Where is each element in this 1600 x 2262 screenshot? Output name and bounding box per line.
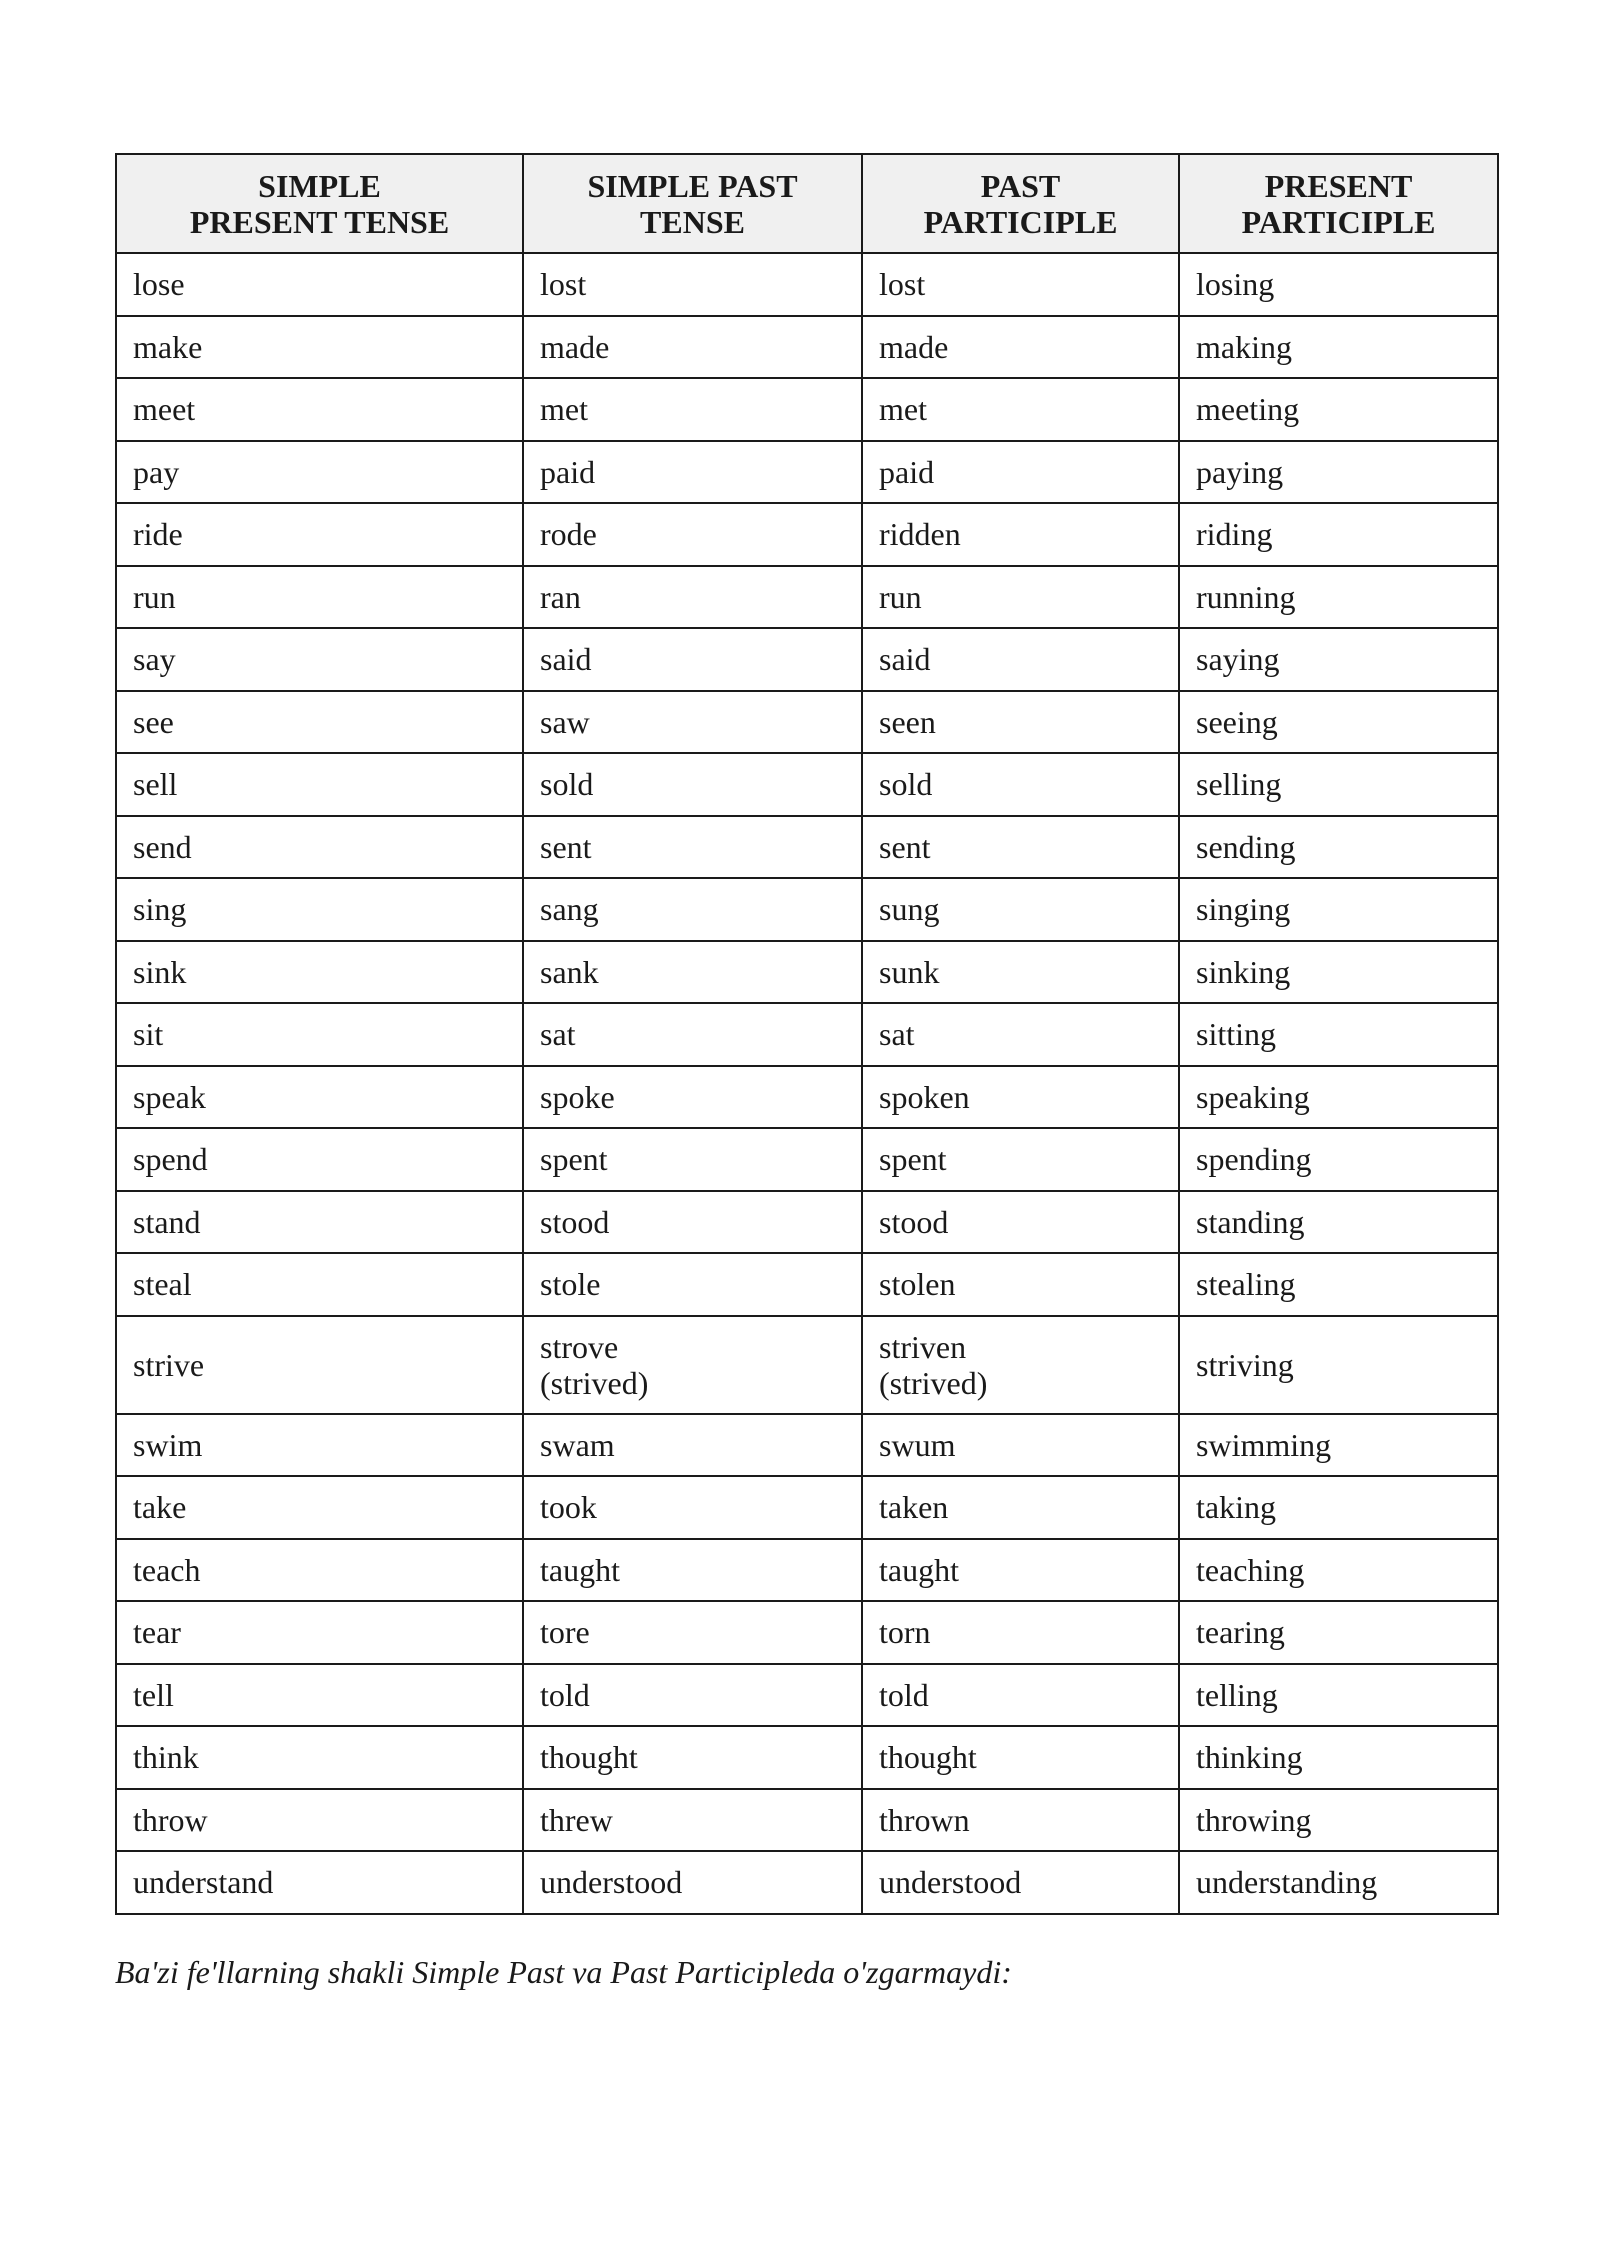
- present-participle-cell: [1179, 628, 1498, 691]
- past-participle-cell: [862, 941, 1179, 1004]
- past-participle-cell: [862, 378, 1179, 441]
- cell-text: standing: [1196, 1203, 1305, 1240]
- present-participle-cell: [1179, 753, 1498, 816]
- cell-text: sell: [133, 766, 178, 803]
- cell-text: meet: [133, 391, 196, 428]
- cell-text: understood: [879, 1864, 1022, 1901]
- simple-present-cell: [116, 503, 523, 566]
- present-participle-cell: [1179, 1253, 1498, 1316]
- past-participle-cell: [862, 1253, 1179, 1316]
- cell-text: stolen: [879, 1266, 956, 1303]
- cell-text: spend: [133, 1141, 208, 1178]
- past-participle-cell: [862, 1726, 1179, 1789]
- simple-present-cell: [116, 316, 523, 379]
- cell-text: selling: [1196, 766, 1282, 803]
- cell-text: sung: [879, 891, 940, 928]
- table-row: [116, 1191, 1498, 1254]
- cell-text: speak: [133, 1078, 206, 1115]
- cell-text: make: [133, 328, 203, 365]
- simple-past-cell: [523, 941, 862, 1004]
- simple-past-cell: [523, 1476, 862, 1539]
- past-participle-cell: [862, 1851, 1179, 1914]
- cell-text: spoken: [879, 1078, 970, 1115]
- table-row: [116, 1789, 1498, 1852]
- cell-text: think: [133, 1739, 199, 1776]
- cell-text: sent: [540, 828, 592, 865]
- cell-text: swum: [879, 1426, 956, 1463]
- table-row: [116, 1414, 1498, 1477]
- table-row: [116, 628, 1498, 691]
- past-participle-cell: [862, 1476, 1179, 1539]
- simple-present-cell: [116, 1601, 523, 1664]
- table-row: [116, 316, 1498, 379]
- simple-present-cell: [116, 691, 523, 754]
- simple-present-cell: [116, 753, 523, 816]
- present-participle-cell: [1179, 1003, 1498, 1066]
- cell-text: rode: [540, 516, 597, 553]
- cell-text: swim: [133, 1426, 203, 1463]
- simple-past-cell: [523, 1003, 862, 1066]
- past-participle-cell: [862, 1789, 1179, 1852]
- simple-present-cell: [116, 378, 523, 441]
- present-participle-cell: [1179, 378, 1498, 441]
- table-row: [116, 1601, 1498, 1664]
- present-participle-cell: [1179, 878, 1498, 941]
- cell-text: tore: [540, 1614, 590, 1651]
- cell-text: say: [133, 641, 176, 678]
- cell-text: spent: [879, 1141, 947, 1178]
- simple-past-cell: [523, 1601, 862, 1664]
- present-participle-cell: [1179, 1128, 1498, 1191]
- cell-text: ran: [540, 578, 581, 615]
- simple-past-cell: [523, 316, 862, 379]
- table-row: [116, 1476, 1498, 1539]
- table-row: [116, 378, 1498, 441]
- table-body: [116, 253, 1498, 1914]
- cell-text: threw: [540, 1801, 613, 1838]
- simple-past-cell: [523, 1316, 862, 1414]
- cell-text: taking: [1196, 1489, 1276, 1526]
- table-row: [116, 253, 1498, 316]
- simple-past-cell: [523, 1726, 862, 1789]
- simple-present-cell: [116, 1191, 523, 1254]
- present-participle-cell: [1179, 1066, 1498, 1129]
- cell-text: said: [540, 641, 592, 678]
- past-participle-cell: [862, 1003, 1179, 1066]
- present-participle-cell: [1179, 1851, 1498, 1914]
- past-participle-cell: [862, 816, 1179, 879]
- simple-past-cell: [523, 1066, 862, 1129]
- simple-past-cell: [523, 753, 862, 816]
- present-participle-cell: [1179, 1476, 1498, 1539]
- cell-text: sold: [540, 766, 594, 803]
- present-participle-cell: [1179, 441, 1498, 504]
- cell-text: seen: [879, 703, 936, 740]
- cell-text: take: [133, 1489, 187, 1526]
- table-row: [116, 1539, 1498, 1602]
- cell-text: thinking: [1196, 1739, 1303, 1776]
- cell-text: sang: [540, 891, 599, 928]
- cell-text: spent: [540, 1141, 608, 1178]
- cell-text: ride: [133, 516, 183, 553]
- simple-present-cell: [116, 1476, 523, 1539]
- cell-text: stood: [879, 1203, 949, 1240]
- present-participle-cell: [1179, 1664, 1498, 1727]
- table-row: [116, 941, 1498, 1004]
- cell-text: see: [133, 703, 174, 740]
- header-simple-present: SIMPLE PRESENT TENSE: [116, 154, 523, 253]
- cell-text: throwing: [1196, 1801, 1312, 1838]
- past-participle-cell: [862, 753, 1179, 816]
- simple-past-cell: [523, 441, 862, 504]
- header-simple-past: SIMPLE PAST TENSE: [523, 154, 862, 253]
- present-participle-cell: [1179, 1316, 1498, 1414]
- table-row: [116, 1128, 1498, 1191]
- cell-text: thought: [879, 1739, 977, 1776]
- cell-text: told: [879, 1676, 929, 1713]
- cell-text: took: [540, 1489, 597, 1526]
- header-present-participle: PRESENT PARTICIPLE: [1179, 154, 1498, 253]
- simple-present-cell: [116, 878, 523, 941]
- cell-text: swimming: [1196, 1426, 1332, 1463]
- past-participle-cell: [862, 628, 1179, 691]
- cell-text: steal: [133, 1266, 192, 1303]
- past-participle-cell: [862, 1066, 1179, 1129]
- simple-present-cell: [116, 1539, 523, 1602]
- cell-text: saw: [540, 703, 590, 740]
- cell-text: spending: [1196, 1141, 1312, 1178]
- cell-text: sitting: [1196, 1016, 1277, 1053]
- past-participle-cell: [862, 1316, 1179, 1414]
- cell-text: ridden: [879, 516, 961, 553]
- irregular-verbs-table: [115, 153, 1499, 1915]
- table-row: [116, 1664, 1498, 1727]
- table-row: [116, 1851, 1498, 1914]
- simple-present-cell: [116, 1066, 523, 1129]
- cell-text: sink: [133, 953, 187, 990]
- simple-past-cell: [523, 1191, 862, 1254]
- table-row: [116, 1003, 1498, 1066]
- cell-text: paid: [540, 453, 596, 490]
- present-participle-cell: [1179, 503, 1498, 566]
- simple-present-cell: [116, 253, 523, 316]
- cell-text: pay: [133, 453, 180, 490]
- cell-text: paid: [879, 453, 935, 490]
- cell-text: teach: [133, 1551, 201, 1588]
- cell-text: met: [879, 391, 927, 428]
- table-row: [116, 691, 1498, 754]
- simple-past-cell: [523, 816, 862, 879]
- simple-past-cell: [523, 1253, 862, 1316]
- table-row: [116, 878, 1498, 941]
- simple-present-cell: [116, 941, 523, 1004]
- past-participle-cell: [862, 878, 1179, 941]
- present-participle-cell: [1179, 1414, 1498, 1477]
- cell-text: lost: [540, 266, 587, 303]
- cell-text: run: [133, 578, 176, 615]
- cell-text: understanding: [1196, 1864, 1378, 1901]
- cell-text: stand: [133, 1203, 201, 1240]
- simple-past-cell: [523, 566, 862, 629]
- cell-text: met: [540, 391, 588, 428]
- simple-past-cell: [523, 878, 862, 941]
- simple-present-cell: [116, 1253, 523, 1316]
- present-participle-cell: [1179, 941, 1498, 1004]
- cell-text: stole: [540, 1266, 601, 1303]
- present-participle-cell: [1179, 691, 1498, 754]
- cell-text: sent: [879, 828, 931, 865]
- simple-present-cell: [116, 1851, 523, 1914]
- cell-text: running: [1196, 578, 1296, 615]
- cell-text: taken: [879, 1489, 949, 1526]
- cell-text: making: [1196, 328, 1292, 365]
- table-row: [116, 566, 1498, 629]
- cell-text: sold: [879, 766, 933, 803]
- cell-text: saying: [1196, 641, 1280, 678]
- table-row: [116, 503, 1498, 566]
- past-participle-cell: [862, 566, 1179, 629]
- cell-text: tear: [133, 1614, 181, 1651]
- cell-text: strive: [133, 1346, 205, 1383]
- cell-text: sank: [540, 953, 599, 990]
- simple-past-cell: [523, 503, 862, 566]
- cell-text: told: [540, 1676, 590, 1713]
- cell-text: sat: [879, 1016, 915, 1053]
- cell-text: understood: [540, 1864, 683, 1901]
- simple-past-cell: [523, 691, 862, 754]
- cell-text: sunk: [879, 953, 940, 990]
- simple-present-cell: [116, 1414, 523, 1477]
- present-participle-cell: [1179, 1726, 1498, 1789]
- simple-present-cell: [116, 1664, 523, 1727]
- simple-past-cell: [523, 1664, 862, 1727]
- cell-text: lose: [133, 266, 185, 303]
- simple-past-cell: [523, 1128, 862, 1191]
- table-row: [116, 1726, 1498, 1789]
- past-participle-cell: [862, 691, 1179, 754]
- simple-present-cell: [116, 816, 523, 879]
- cell-text: torn: [879, 1614, 931, 1651]
- cell-text: sit: [133, 1016, 164, 1053]
- simple-present-cell: [116, 441, 523, 504]
- cell-text: telling: [1196, 1676, 1278, 1713]
- past-participle-cell: [862, 1128, 1179, 1191]
- table-row: [116, 753, 1498, 816]
- cell-text: throw: [133, 1801, 208, 1838]
- cell-text: said: [879, 641, 931, 678]
- simple-past-cell: [523, 378, 862, 441]
- cell-text: taught: [879, 1551, 959, 1588]
- cell-text: taught: [540, 1551, 620, 1588]
- cell-text: stealing: [1196, 1266, 1296, 1303]
- cell-text: sing: [133, 891, 187, 928]
- cell-text: made: [540, 328, 610, 365]
- simple-present-cell: [116, 628, 523, 691]
- cell-text: understand: [133, 1864, 274, 1901]
- present-participle-cell: [1179, 1601, 1498, 1664]
- past-participle-cell: [862, 1539, 1179, 1602]
- cell-text: teaching: [1196, 1551, 1305, 1588]
- present-participle-cell: [1179, 566, 1498, 629]
- simple-past-cell: [523, 1789, 862, 1852]
- header-past-participle: PAST PARTICIPLE: [862, 154, 1179, 253]
- cell-text: spoke: [540, 1078, 615, 1115]
- cell-text: lost: [879, 266, 926, 303]
- simple-past-cell: [523, 253, 862, 316]
- past-participle-cell: [862, 1414, 1179, 1477]
- simple-present-cell: [116, 1128, 523, 1191]
- cell-text: stood: [540, 1203, 610, 1240]
- simple-past-cell: [523, 1414, 862, 1477]
- cell-text: swam: [540, 1426, 615, 1463]
- cell-text: tell: [133, 1676, 174, 1713]
- present-participle-cell: [1179, 1539, 1498, 1602]
- header-row: [116, 154, 1498, 253]
- cell-text: paying: [1196, 453, 1284, 490]
- cell-text: tearing: [1196, 1614, 1285, 1651]
- cell-text: riding: [1196, 516, 1273, 553]
- simple-past-cell: [523, 1539, 862, 1602]
- table-row: [116, 1066, 1498, 1129]
- simple-past-cell: [523, 1851, 862, 1914]
- simple-present-cell: [116, 1316, 523, 1414]
- cell-text: run: [879, 578, 922, 615]
- cell-text: seeing: [1196, 703, 1278, 740]
- cell-text: striven (strived): [879, 1328, 988, 1401]
- present-participle-cell: [1179, 1789, 1498, 1852]
- cell-text: sat: [540, 1016, 576, 1053]
- simple-present-cell: [116, 566, 523, 629]
- table-row: [116, 816, 1498, 879]
- past-participle-cell: [862, 503, 1179, 566]
- table-row: [116, 1253, 1498, 1316]
- simple-present-cell: [116, 1003, 523, 1066]
- past-participle-cell: [862, 253, 1179, 316]
- past-participle-cell: [862, 441, 1179, 504]
- simple-past-cell: [523, 628, 862, 691]
- table-row: [116, 441, 1498, 504]
- present-participle-cell: [1179, 1191, 1498, 1254]
- present-participle-cell: [1179, 816, 1498, 879]
- cell-text: thought: [540, 1739, 638, 1776]
- cell-text: losing: [1196, 266, 1275, 303]
- cell-text: made: [879, 328, 949, 365]
- past-participle-cell: [862, 1191, 1179, 1254]
- table-row: [116, 1316, 1498, 1414]
- past-participle-cell: [862, 1601, 1179, 1664]
- footnote: Ba'zi fe'llarning shakli Simple Past va Past Participleda o'zgarmaydi:: [115, 1954, 1012, 1990]
- past-participle-cell: [862, 316, 1179, 379]
- cell-text: sinking: [1196, 953, 1291, 990]
- cell-text: singing: [1196, 891, 1291, 928]
- cell-text: striving: [1196, 1346, 1294, 1383]
- cell-text: sending: [1196, 828, 1296, 865]
- table-header: [116, 154, 1498, 253]
- past-participle-cell: [862, 1664, 1179, 1727]
- simple-present-cell: [116, 1726, 523, 1789]
- cell-text: strove (strived): [540, 1328, 649, 1401]
- cell-text: send: [133, 828, 192, 865]
- cell-text: speaking: [1196, 1078, 1310, 1115]
- present-participle-cell: [1179, 316, 1498, 379]
- cell-text: meeting: [1196, 391, 1300, 428]
- simple-present-cell: [116, 1789, 523, 1852]
- present-participle-cell: [1179, 253, 1498, 316]
- cell-text: thrown: [879, 1801, 970, 1838]
